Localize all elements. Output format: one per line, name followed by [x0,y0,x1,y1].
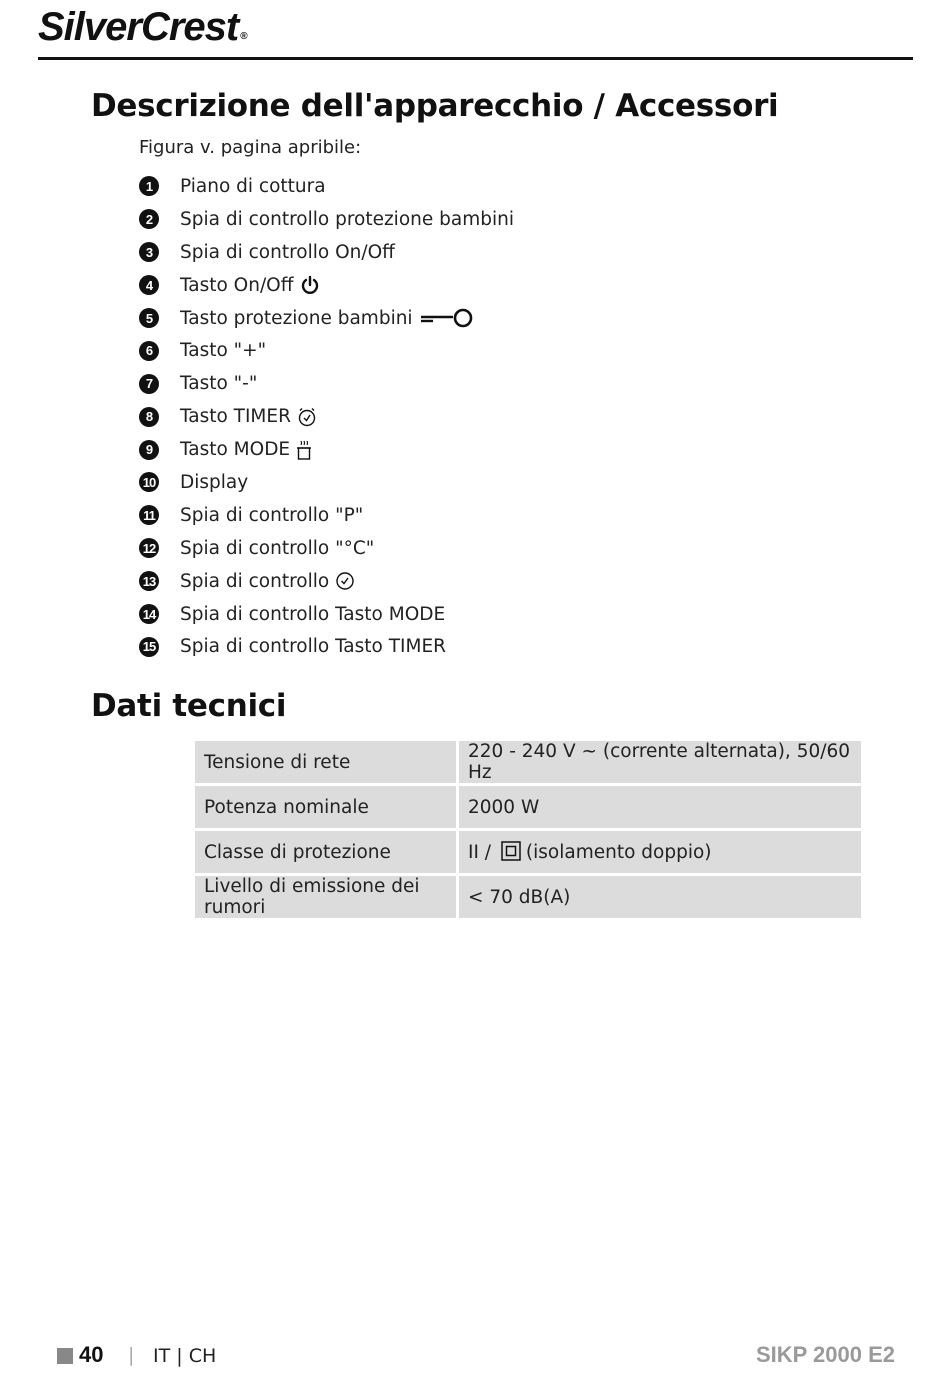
list-item [139,598,514,631]
table-cell-label: Classe di protezione [195,831,459,876]
list-item [139,630,514,663]
technical-data-table [195,741,861,921]
number-badge: 15 [139,637,159,657]
list-item-label: Spia di controllo Tasto MODE [180,603,446,625]
list-item-label: Display [180,471,249,493]
list-item-label: Spia di controllo "P" [180,504,364,526]
header-rule [38,57,913,60]
number-badge: 6 [139,341,159,361]
value-text: (isolamento doppio) [525,842,712,863]
table-row [195,831,861,876]
section-title-description: Descrizione dell'apparecchio / Accessori [91,88,779,124]
power-icon [300,275,320,295]
number-badge: 8 [139,407,159,427]
parts-list [139,170,514,663]
number-badge: 3 [139,242,159,262]
list-item [139,170,514,203]
list-item [139,400,514,433]
footer-languages: IT | CH [153,1345,217,1367]
list-item-label: Tasto TIMER [180,406,291,428]
list-item-label: Tasto MODE [180,439,291,461]
number-badge: 13 [139,571,159,591]
clock-icon [335,571,355,591]
list-item [139,302,514,335]
number-badge: 12 [139,538,159,558]
list-item-label: Tasto "-" [180,373,258,395]
timer-icon [297,407,317,427]
number-badge: 4 [139,275,159,295]
list-item [139,367,514,400]
list-item-label: Piano di cottura [180,175,326,197]
key-lock-icon [419,307,475,329]
table-cell-label: Tensione di rete [195,741,459,786]
number-badge: 7 [139,374,159,394]
table-cell-value [459,831,861,876]
list-item [139,334,514,367]
table-row [195,786,861,831]
list-item-label: Tasto "+" [180,340,267,362]
number-badge: 11 [139,505,159,525]
table-row [195,876,861,921]
double-insulation-icon [501,841,521,861]
table-cell-value: < 70 dB(A) [459,876,861,921]
table-cell-value: 220 - 240 V ~ (corrente alternata), 50/60 Hz [459,741,861,786]
number-badge: 2 [139,209,159,229]
footer-marker [57,1348,73,1364]
list-item [139,466,514,499]
list-item-label: Spia di controllo [180,570,330,592]
list-item-label: Spia di controllo Tasto TIMER [180,636,447,658]
list-item [139,203,514,236]
mode-pot-icon [296,439,312,461]
list-item [139,532,514,565]
list-item [139,499,514,532]
list-item-label: Tasto protezione bambini [180,307,413,329]
number-badge: 9 [139,440,159,460]
number-badge: 10 [139,472,159,492]
intro-text: Figura v. pagina apribile: [139,137,362,158]
number-badge: 1 [139,176,159,196]
value-prefix: II / [468,842,492,863]
number-badge: 14 [139,604,159,624]
list-item-label: Tasto On/Off [180,274,294,296]
number-badge: 5 [139,308,159,328]
footer-separator: | [128,1344,135,1366]
list-item [139,269,514,302]
list-item [139,236,514,269]
brand-logo-text: SilverCrest [38,5,239,49]
list-item [139,433,514,466]
table-cell-value: 2000 W [459,786,861,831]
list-item-label: Spia di controllo protezione bambini [180,208,514,230]
table-row [195,741,861,786]
page-number: 40 [79,1342,104,1367]
table-cell-label: Livello di emissione dei rumori [195,876,459,921]
footer-model: SIKP 2000 E2 [755,1342,895,1367]
section-title-technical-data: Dati tecnici [91,688,287,724]
registered-mark: ® [240,31,247,42]
list-item-label: Spia di controllo On/Off [180,241,395,263]
table-cell-label: Potenza nominale [195,786,459,831]
brand-logo [38,4,245,50]
list-item [139,565,514,598]
list-item-label: Spia di controllo "°C" [180,537,375,559]
